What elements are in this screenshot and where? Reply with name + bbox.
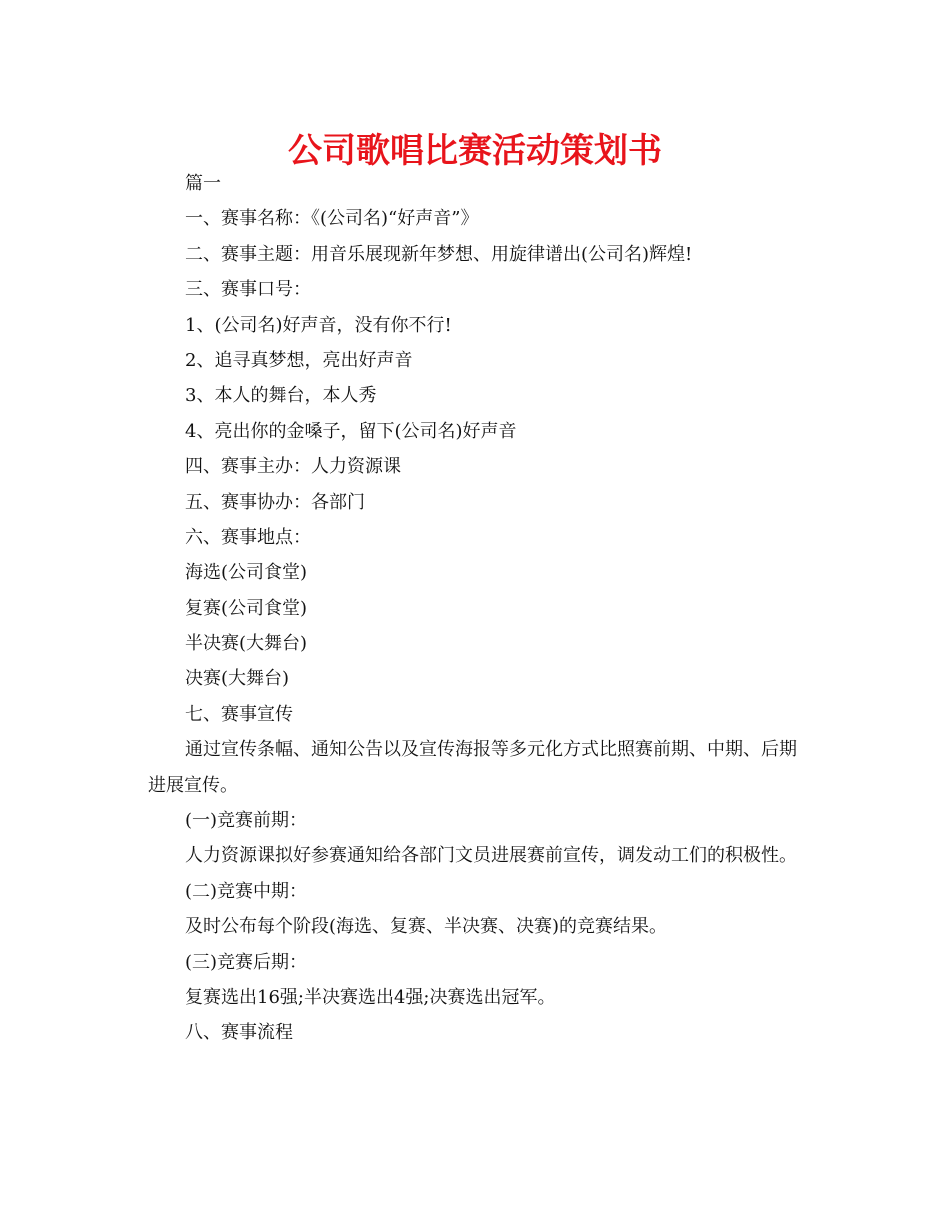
- paragraph-line: 五、赛事协办：各部门: [185, 491, 365, 513]
- paragraph-line: 三、赛事口号：: [185, 279, 311, 301]
- paragraph-line: 1、(公司名)好声音，没有你不行!: [185, 314, 452, 336]
- paragraph-line: 八、赛事流程: [185, 1022, 293, 1044]
- document-title: 公司歌唱比赛活动策划书: [288, 131, 662, 171]
- paragraph-line: 3、本人的舞台，本人秀: [185, 385, 377, 407]
- paragraph-line: 2、追寻真梦想，亮出好声音: [185, 349, 413, 371]
- paragraph-line: 二、赛事主题：用音乐展现新年梦想、用旋律谱出(公司名)辉煌!: [185, 243, 693, 265]
- paragraph-line: 复赛(公司食堂): [185, 597, 308, 619]
- paragraph-line: 4、亮出你的金嗓子，留下(公司名)好声音: [185, 420, 517, 442]
- paragraph-line: 六、赛事地点：: [185, 526, 311, 548]
- paragraph-line: 复赛选出16强;半决赛选出4强;决赛选出冠军。: [185, 987, 556, 1009]
- paragraph-line: 海选(公司食堂): [185, 562, 308, 584]
- paragraph-line: 通过宣传条幅、通知公告以及宣传海报等多元化方式比照赛前期、中期、后期进展宣传。: [148, 739, 797, 796]
- paragraph-line: 决赛(大舞台): [185, 668, 290, 690]
- paragraph-line: 四、赛事主办：人力资源课: [185, 456, 401, 478]
- paragraph-line: 人力资源课拟好参赛通知给各部门文员进展赛前宣传，调发动工们的积极性。: [185, 845, 797, 867]
- paragraph-line: 及时公布每个阶段(海选、复赛、半决赛、决赛)的竞赛结果。: [185, 916, 668, 938]
- paragraph-line: 半决赛(大舞台): [185, 633, 308, 655]
- paragraph-line: (一)竞赛前期：: [185, 810, 308, 832]
- paragraph-line: 七、赛事宣传: [185, 703, 293, 725]
- paragraph-line: (三)竞赛后期：: [185, 951, 308, 973]
- paragraph-line: (二)竞赛中期：: [185, 880, 308, 902]
- document-body: [148, 166, 808, 1051]
- paragraph-line: 一、赛事名称：《(公司名)“好声音”》: [185, 208, 479, 230]
- paragraph-line: 篇一: [185, 173, 221, 194]
